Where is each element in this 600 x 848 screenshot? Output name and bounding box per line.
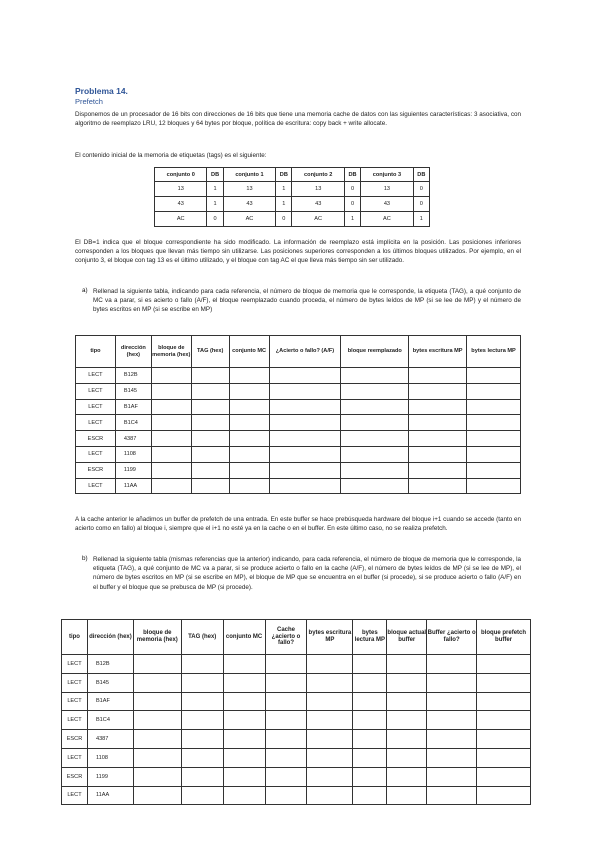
table-b-address-cell: 4387 bbox=[87, 730, 133, 749]
tag-table-row bbox=[155, 212, 430, 227]
table-b-empty-cell[interactable] bbox=[353, 730, 387, 749]
table-b-empty-cell[interactable] bbox=[223, 711, 265, 730]
table-b-empty-cell[interactable] bbox=[387, 655, 427, 674]
table-b-empty-cell[interactable] bbox=[133, 767, 181, 786]
table-b-header-2: bloque de memoria (hex) bbox=[133, 620, 181, 655]
prefetch-paragraph: A la cache anterior le añadimos un buffer de prefetch de una entrada. En este buffer se hace prebúsqueda hardware del bloque i+1 cuando se accede (tanto en acierto como en fallo) al bloque i, siempre que el i+1 no esté ya en la cache o en el buffer. En este último caso, no se realiza prefetch. bbox=[75, 516, 521, 533]
table-a-empty-cell[interactable] bbox=[467, 431, 521, 447]
item-b-label: b) bbox=[82, 555, 88, 562]
table-a-empty-cell[interactable] bbox=[191, 478, 229, 494]
table-b-empty-cell[interactable] bbox=[353, 655, 387, 674]
problem-subtitle: Prefetch bbox=[75, 97, 103, 106]
tag-table-cell: 0 bbox=[276, 212, 292, 227]
tag-table-header-5: DB bbox=[344, 168, 360, 182]
table-a-empty-cell[interactable] bbox=[341, 462, 409, 478]
tag-table-cell: 1 bbox=[276, 197, 292, 212]
table-b-empty-cell[interactable] bbox=[387, 748, 427, 767]
table-a-empty-cell[interactable] bbox=[269, 431, 341, 447]
table-a-row bbox=[76, 446, 521, 462]
tag-table-cell: 0 bbox=[344, 197, 360, 212]
table-a-tipo-cell: ESCR bbox=[76, 431, 116, 447]
table-a-empty-cell[interactable] bbox=[151, 478, 191, 494]
table-b-row bbox=[62, 673, 531, 692]
table-a-empty-cell[interactable] bbox=[269, 478, 341, 494]
table-a-empty-cell[interactable] bbox=[467, 446, 521, 462]
table-b-header-1: dirección (hex) bbox=[87, 620, 133, 655]
tag-table-cell: 13 bbox=[155, 182, 207, 197]
table-a-empty-cell[interactable] bbox=[269, 462, 341, 478]
table-a-tipo-cell: ESCR bbox=[76, 462, 116, 478]
table-b-empty-cell[interactable] bbox=[353, 673, 387, 692]
table-b-row bbox=[62, 711, 531, 730]
table-a-empty-cell[interactable] bbox=[229, 415, 269, 431]
tag-table-cell: AC bbox=[361, 212, 413, 227]
tag-table-cell: 0 bbox=[207, 212, 223, 227]
table-a-empty-cell[interactable] bbox=[151, 431, 191, 447]
table-b-empty-cell[interactable] bbox=[353, 692, 387, 711]
tag-table-header-0: conjunto 0 bbox=[155, 168, 207, 182]
table-a-empty-cell[interactable] bbox=[341, 399, 409, 415]
table-b-empty-cell[interactable] bbox=[477, 655, 531, 674]
table-b-empty-cell[interactable] bbox=[265, 748, 307, 767]
tag-table-cell: 0 bbox=[344, 182, 360, 197]
table-a-row bbox=[76, 462, 521, 478]
table-a-tipo-cell: LECT bbox=[76, 478, 116, 494]
table-a-header-6: bloque reemplazado bbox=[341, 336, 409, 368]
table-b-empty-cell[interactable] bbox=[223, 692, 265, 711]
table-a-header-0: tipo bbox=[76, 336, 116, 368]
table-b-tipo-cell: LECT bbox=[62, 748, 88, 767]
table-b-empty-cell[interactable] bbox=[353, 767, 387, 786]
table-a-address-cell: B145 bbox=[115, 383, 151, 399]
table-a-address-cell: 1199 bbox=[115, 462, 151, 478]
table-b-tipo-cell: LECT bbox=[62, 711, 88, 730]
table-a-address-cell: 11AA bbox=[115, 478, 151, 494]
table-b-header-7: bytes lectura MP bbox=[353, 620, 387, 655]
table-b-empty-cell[interactable] bbox=[307, 748, 353, 767]
table-b-empty-cell[interactable] bbox=[265, 767, 307, 786]
table-b-empty-cell[interactable] bbox=[427, 655, 477, 674]
table-a-header-4: conjunto MC bbox=[229, 336, 269, 368]
tag-table-header-1: DB bbox=[207, 168, 223, 182]
table-a-row bbox=[76, 399, 521, 415]
table-b-empty-cell[interactable] bbox=[181, 673, 223, 692]
table-b-empty-cell[interactable] bbox=[181, 655, 223, 674]
tag-table-header-4: conjunto 2 bbox=[292, 168, 344, 182]
table-a-row bbox=[76, 368, 521, 384]
table-a-empty-cell[interactable] bbox=[409, 415, 467, 431]
table-a-empty-cell[interactable] bbox=[341, 368, 409, 384]
item-b-text: Rellenad la siguiente tabla (mismas referencias que la anterior) indicando, para cada referencia, el número de bloque de memoria que le corresponde, la etiqueta (TAG), a qué conjunto de MC va a parar, si se produce acierto o fallo en la cache (A/F), el número de bytes leídos de MP (si se lee de MP), el número de bytes escritos en MP (si se escribe en MP), el bloque de MP que se encuentra en el buffer (si procede), si se produce acierto o fallo (A/F) en el buffer y el bloque que se prebusca de MP (si procede). bbox=[93, 556, 521, 591]
table-a-row bbox=[76, 431, 521, 447]
table-b-empty-cell[interactable] bbox=[353, 748, 387, 767]
tag-table-cell: 1 bbox=[276, 182, 292, 197]
table-b-address-cell: 1199 bbox=[87, 767, 133, 786]
table-a-empty-cell[interactable] bbox=[229, 478, 269, 494]
tag-table-row bbox=[155, 197, 430, 212]
table-b-address-cell: 11AA bbox=[87, 786, 133, 805]
table-a-empty-cell[interactable] bbox=[341, 446, 409, 462]
table-a-empty-cell[interactable] bbox=[269, 415, 341, 431]
table-b-empty-cell[interactable] bbox=[133, 655, 181, 674]
table-a-empty-cell[interactable] bbox=[229, 431, 269, 447]
item-a-label: a) bbox=[82, 287, 88, 294]
table-a-empty-cell[interactable] bbox=[467, 368, 521, 384]
tag-table-cell: 13 bbox=[223, 182, 275, 197]
table-a-tipo-cell: LECT bbox=[76, 446, 116, 462]
table-a-row bbox=[76, 478, 521, 494]
table-a-empty-cell[interactable] bbox=[409, 399, 467, 415]
table-b-empty-cell[interactable] bbox=[181, 767, 223, 786]
table-a-tipo-cell: LECT bbox=[76, 415, 116, 431]
tag-table-cell: 1 bbox=[344, 212, 360, 227]
db-explanation: El DB=1 indica que el bloque correspondiente ha sido modificado. La información de reemplazo está implícita en la posición. Las posiciones inferiores corresponden a los bloques que llevan más tiempo sin utilizarse. Las posiciones superiores corresponden a los últimos bloques utilizados. Por ejemplo, en el conjunto 3, el bloque con tag 13 es el último utilizado, y el bloque con tag AC el que lleva más tiempo sin ser utilizado. bbox=[75, 239, 521, 265]
tag-table-cell: AC bbox=[155, 212, 207, 227]
table-b-empty-cell[interactable] bbox=[353, 786, 387, 805]
table-a-empty-cell[interactable] bbox=[191, 431, 229, 447]
tag-table-cell: 43 bbox=[361, 197, 413, 212]
table-a-empty-cell[interactable] bbox=[229, 446, 269, 462]
table-b-empty-cell[interactable] bbox=[387, 673, 427, 692]
table-a-row bbox=[76, 415, 521, 431]
table-a-empty-cell[interactable] bbox=[467, 399, 521, 415]
table-b-tipo-cell: LECT bbox=[62, 786, 88, 805]
table-b-header-10: bloque prefetch buffer bbox=[477, 620, 531, 655]
table-b-empty-cell[interactable] bbox=[307, 692, 353, 711]
table-b-empty-cell[interactable] bbox=[477, 711, 531, 730]
tag-table-row bbox=[155, 182, 430, 197]
table-a-empty-cell[interactable] bbox=[151, 368, 191, 384]
table-b-empty-cell[interactable] bbox=[181, 748, 223, 767]
table-a-empty-cell[interactable] bbox=[151, 383, 191, 399]
tag-table-cell: 43 bbox=[155, 197, 207, 212]
table-b-empty-cell[interactable] bbox=[477, 692, 531, 711]
table-b-empty-cell[interactable] bbox=[307, 673, 353, 692]
table-b-empty-cell[interactable] bbox=[477, 673, 531, 692]
table-b-empty-cell[interactable] bbox=[427, 692, 477, 711]
table-a-empty-cell[interactable] bbox=[191, 399, 229, 415]
tag-table-cell: 1 bbox=[413, 212, 429, 227]
table-a-tipo-cell: LECT bbox=[76, 368, 116, 384]
table-b bbox=[61, 619, 531, 805]
table-b-empty-cell[interactable] bbox=[387, 730, 427, 749]
tags-intro: El contenido inicial de la memoria de etiquetas (tags) es el siguiente: bbox=[75, 152, 267, 159]
table-b-empty-cell[interactable] bbox=[387, 692, 427, 711]
table-b-empty-cell[interactable] bbox=[265, 730, 307, 749]
table-a-empty-cell[interactable] bbox=[229, 383, 269, 399]
table-a-header-1: dirección (hex) bbox=[115, 336, 151, 368]
table-b-address-cell: B12B bbox=[87, 655, 133, 674]
table-b-empty-cell[interactable] bbox=[265, 673, 307, 692]
table-b-row bbox=[62, 786, 531, 805]
tag-table-cell: 1 bbox=[207, 197, 223, 212]
tag-table-header-2: conjunto 1 bbox=[223, 168, 275, 182]
table-b-empty-cell[interactable] bbox=[265, 711, 307, 730]
table-a-empty-cell[interactable] bbox=[151, 446, 191, 462]
table-b-row bbox=[62, 767, 531, 786]
tag-table-cell: 43 bbox=[292, 197, 344, 212]
table-a-tipo-cell: LECT bbox=[76, 399, 116, 415]
table-a-empty-cell[interactable] bbox=[269, 383, 341, 399]
table-a-empty-cell[interactable] bbox=[151, 415, 191, 431]
table-b-tipo-cell: ESCR bbox=[62, 767, 88, 786]
table-b-row bbox=[62, 692, 531, 711]
table-a-empty-cell[interactable] bbox=[409, 446, 467, 462]
table-b-header-9: Buffer ¿acierto o fallo? bbox=[427, 620, 477, 655]
table-a-empty-cell[interactable] bbox=[269, 399, 341, 415]
table-b-tipo-cell: LECT bbox=[62, 655, 88, 674]
table-b-empty-cell[interactable] bbox=[223, 655, 265, 674]
table-b-empty-cell[interactable] bbox=[387, 786, 427, 805]
table-a-row bbox=[76, 383, 521, 399]
table-b-header-8: bloque actual buffer bbox=[387, 620, 427, 655]
table-b-empty-cell[interactable] bbox=[133, 786, 181, 805]
table-b-empty-cell[interactable] bbox=[427, 748, 477, 767]
table-b-empty-cell[interactable] bbox=[307, 786, 353, 805]
table-a-empty-cell[interactable] bbox=[341, 478, 409, 494]
table-b-empty-cell[interactable] bbox=[307, 730, 353, 749]
table-b-row bbox=[62, 655, 531, 674]
table-b-empty-cell[interactable] bbox=[307, 767, 353, 786]
table-b-row bbox=[62, 730, 531, 749]
table-a-empty-cell[interactable] bbox=[341, 383, 409, 399]
table-a bbox=[75, 335, 521, 494]
table-b-empty-cell[interactable] bbox=[223, 730, 265, 749]
table-b-empty-cell[interactable] bbox=[265, 786, 307, 805]
item-a-text: Rellenad la siguiente tabla, indicando para cada referencia, el número de bloque de memoria que le corresponde, la etiqueta (TAG), a qué conjunto de MC va a parar, si es acierto o fallo (A/F), el bloque reemplazado cuando proceda, el número de bytes leídos de MP (si se lee de MP) y el número de bytes escritos en MP (si se escribe en MP) bbox=[93, 288, 521, 314]
table-a-header-7: bytes escritura MP bbox=[409, 336, 467, 368]
problem-title: Problema 14. bbox=[75, 86, 128, 96]
table-b-empty-cell[interactable] bbox=[265, 655, 307, 674]
table-a-empty-cell[interactable] bbox=[467, 415, 521, 431]
table-b-header-5: Cache ¿acierto o fallo? bbox=[265, 620, 307, 655]
table-b-empty-cell[interactable] bbox=[427, 767, 477, 786]
table-a-address-cell: 1108 bbox=[115, 446, 151, 462]
table-b-empty-cell[interactable] bbox=[427, 711, 477, 730]
table-a-empty-cell[interactable] bbox=[269, 368, 341, 384]
tag-table-cell: 13 bbox=[292, 182, 344, 197]
table-a-empty-cell[interactable] bbox=[467, 383, 521, 399]
tag-table-header-7: DB bbox=[413, 168, 429, 182]
table-a-header-3: TAG (hex) bbox=[191, 336, 229, 368]
table-b-empty-cell[interactable] bbox=[427, 673, 477, 692]
table-b-empty-cell[interactable] bbox=[181, 786, 223, 805]
table-a-address-cell: 4387 bbox=[115, 431, 151, 447]
table-b-empty-cell[interactable] bbox=[223, 748, 265, 767]
table-b-header-4: conjunto MC bbox=[223, 620, 265, 655]
table-a-empty-cell[interactable] bbox=[151, 399, 191, 415]
table-b-empty-cell[interactable] bbox=[181, 730, 223, 749]
table-a-empty-cell[interactable] bbox=[191, 446, 229, 462]
table-a-empty-cell[interactable] bbox=[229, 399, 269, 415]
tag-table-cell: 43 bbox=[223, 197, 275, 212]
table-a-empty-cell[interactable] bbox=[269, 446, 341, 462]
table-b-header-0: tipo bbox=[62, 620, 88, 655]
table-a-empty-cell[interactable] bbox=[409, 368, 467, 384]
table-b-empty-cell[interactable] bbox=[133, 711, 181, 730]
table-a-empty-cell[interactable] bbox=[229, 462, 269, 478]
tag-table-cell: AC bbox=[223, 212, 275, 227]
table-b-empty-cell[interactable] bbox=[133, 730, 181, 749]
table-a-header-2: bloque de memoria (hex) bbox=[151, 336, 191, 368]
table-b-empty-cell[interactable] bbox=[181, 711, 223, 730]
table-a-empty-cell[interactable] bbox=[467, 478, 521, 494]
table-a-address-cell: B1C4 bbox=[115, 415, 151, 431]
table-b-address-cell: 1108 bbox=[87, 748, 133, 767]
table-a-tipo-cell: LECT bbox=[76, 383, 116, 399]
tag-table-cell: 1 bbox=[207, 182, 223, 197]
table-a-header-5: ¿Acierto o fallo? (A/F) bbox=[269, 336, 341, 368]
tag-table-header-6: conjunto 3 bbox=[361, 168, 413, 182]
table-a-empty-cell[interactable] bbox=[409, 431, 467, 447]
table-a-empty-cell[interactable] bbox=[191, 383, 229, 399]
table-b-empty-cell[interactable] bbox=[387, 767, 427, 786]
table-a-empty-cell[interactable] bbox=[409, 383, 467, 399]
table-a-empty-cell[interactable] bbox=[229, 368, 269, 384]
table-a-address-cell: B1AF bbox=[115, 399, 151, 415]
table-a-empty-cell[interactable] bbox=[467, 462, 521, 478]
tag-table-header-3: DB bbox=[276, 168, 292, 182]
table-b-empty-cell[interactable] bbox=[307, 711, 353, 730]
table-b-address-cell: B1AF bbox=[87, 692, 133, 711]
table-a-header-8: bytes lectura MP bbox=[467, 336, 521, 368]
table-b-empty-cell[interactable] bbox=[427, 730, 477, 749]
table-b-header-6: bytes escritura MP bbox=[307, 620, 353, 655]
table-b-empty-cell[interactable] bbox=[223, 767, 265, 786]
table-b-empty-cell[interactable] bbox=[133, 673, 181, 692]
table-b-empty-cell[interactable] bbox=[477, 730, 531, 749]
table-b-empty-cell[interactable] bbox=[133, 748, 181, 767]
table-b-empty-cell[interactable] bbox=[307, 655, 353, 674]
tag-table-cell: 0 bbox=[413, 197, 429, 212]
table-b-tipo-cell: LECT bbox=[62, 692, 88, 711]
table-a-empty-cell[interactable] bbox=[409, 462, 467, 478]
table-b-empty-cell[interactable] bbox=[181, 692, 223, 711]
table-b-tipo-cell: LECT bbox=[62, 673, 88, 692]
table-b-empty-cell[interactable] bbox=[477, 748, 531, 767]
table-b-empty-cell[interactable] bbox=[223, 786, 265, 805]
table-a-empty-cell[interactable] bbox=[191, 462, 229, 478]
table-b-address-cell: B145 bbox=[87, 673, 133, 692]
table-a-empty-cell[interactable] bbox=[409, 478, 467, 494]
intro-paragraph: Disponemos de un procesador de 16 bits con direcciones de 16 bits que tiene una memoria cache de datos con las siguientes características: 3 asociativa, con algoritmo de reemplazo LRU, 12 bloques y 64 bytes por bloque, política de escritura: copy back + write allocate. bbox=[75, 111, 521, 128]
table-a-empty-cell[interactable] bbox=[191, 415, 229, 431]
tag-table-cell: AC bbox=[292, 212, 344, 227]
table-b-empty-cell[interactable] bbox=[223, 673, 265, 692]
table-a-empty-cell[interactable] bbox=[191, 368, 229, 384]
table-b-empty-cell[interactable] bbox=[133, 692, 181, 711]
table-a-empty-cell[interactable] bbox=[341, 431, 409, 447]
table-a-empty-cell[interactable] bbox=[341, 415, 409, 431]
table-b-address-cell: B1C4 bbox=[87, 711, 133, 730]
table-a-empty-cell[interactable] bbox=[151, 462, 191, 478]
table-a-address-cell: B12B bbox=[115, 368, 151, 384]
tag-memory-table bbox=[154, 167, 430, 227]
table-b-empty-cell[interactable] bbox=[427, 786, 477, 805]
table-b-empty-cell[interactable] bbox=[387, 711, 427, 730]
tag-table-cell: 0 bbox=[413, 182, 429, 197]
table-b-tipo-cell: ESCR bbox=[62, 730, 88, 749]
table-b-row bbox=[62, 748, 531, 767]
tag-table-cell: 13 bbox=[361, 182, 413, 197]
table-b-empty-cell[interactable] bbox=[353, 711, 387, 730]
table-b-empty-cell[interactable] bbox=[477, 786, 531, 805]
table-b-empty-cell[interactable] bbox=[265, 692, 307, 711]
table-b-header-3: TAG (hex) bbox=[181, 620, 223, 655]
table-b-empty-cell[interactable] bbox=[477, 767, 531, 786]
